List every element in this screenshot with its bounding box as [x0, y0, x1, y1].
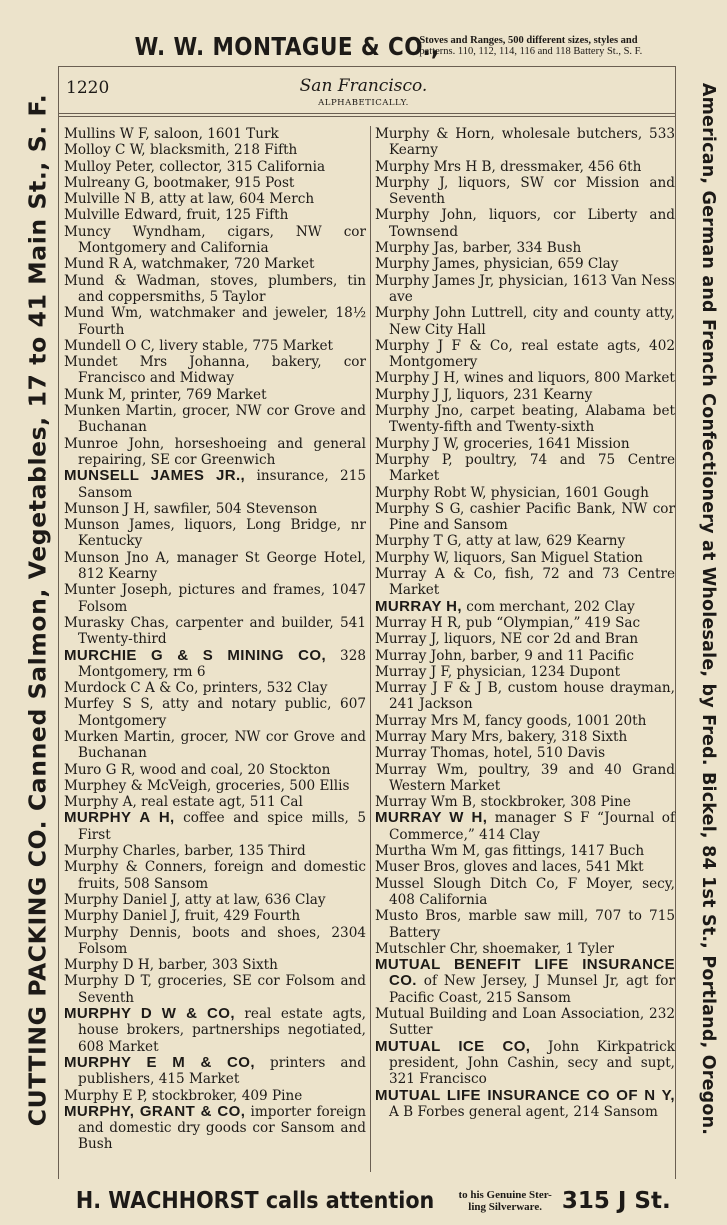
directory-entry	[375, 843, 675, 859]
entry-name: Murphy Jno, carpet beating, Alabama bet Twenty-fifth and Twenty-sixth	[375, 403, 675, 436]
directory-entry	[64, 305, 366, 338]
entry-name: Mullins W F, saloon, 1601 Turk	[64, 126, 279, 142]
entry-name: Murphy J F & Co, real estate agts, 402 Montgomery	[375, 337, 675, 371]
footer-ad-middle-line1: to his Genuine Ster-	[458, 1189, 552, 1201]
entry-name: Munson Jno A, manager St George Hotel, 812 Kearny	[64, 549, 366, 583]
entry-name: Murphey & McVeigh, groceries, 500 Ellis	[64, 777, 350, 794]
entry-name: Murray H R, pub “Olympian,” 419 Sac	[375, 614, 641, 631]
left-side-ad-text: CUTTING PACKING CO. Canned Salmon, Vegetables, 17 to 41 Main St., S. F.	[23, 93, 51, 1127]
entry-name: Murken Martin, grocer, NW cor Grove and Buchanan	[64, 728, 366, 762]
footer-ad-right: 315 J St.	[561, 1188, 671, 1214]
directory-entry	[64, 1006, 366, 1055]
directory-entry	[64, 256, 366, 272]
directory-entry	[375, 1006, 675, 1039]
entry-details: 328 Montgomery, rm 6	[78, 647, 366, 680]
directory-entry	[375, 305, 675, 338]
entry-name: Murfey S S, atty and notary public, 607 Montgomery	[64, 696, 366, 729]
entry-name: Munson J H, sawfiler, 504 Stevenson	[64, 500, 318, 517]
directory-entry	[64, 680, 366, 696]
directory-entry	[375, 908, 675, 941]
directory-entry	[64, 925, 366, 958]
directory-entry	[375, 762, 675, 795]
entry-name: MUNSELL JAMES JR.,	[64, 467, 246, 485]
entry-name: Murray Mrs M, fancy goods, 1001 20th	[375, 712, 647, 729]
entry-name: MUTUAL LIFE INSURANCE CO OF N Y,	[375, 1086, 675, 1104]
entry-details: com merchant, 202 Clay	[461, 598, 635, 615]
entry-name: Murasky Chas, carpenter and builder, 541 Twenty-third	[64, 614, 366, 648]
directory-entry	[375, 126, 675, 159]
directory-entry	[64, 648, 366, 681]
entry-name: MURCHIE G & S MINING CO,	[64, 646, 327, 664]
directory-entry	[64, 338, 366, 354]
right-side-advertisement	[693, 78, 723, 1140]
directory-entry	[64, 354, 366, 387]
entry-name: Mulloy Peter, collector, 315 California	[64, 158, 326, 175]
entry-name: MURRAY W H,	[375, 809, 488, 827]
directory-entry	[64, 517, 366, 550]
entry-name: MURPHY E M & CO,	[64, 1053, 255, 1071]
directory-entry	[375, 664, 675, 680]
entry-name: Murphy & Conners, foreign and domestic fruits, 508 Sansom	[64, 859, 366, 892]
entry-name: Mundet Mrs Johanna, bakery, cor Francisco and Midway	[64, 354, 366, 387]
entry-name: Murphy Mrs H B, dressmaker, 456 6th	[375, 158, 642, 175]
entry-name: Murphy John, liquors, cor Liberty and Townsend	[375, 207, 675, 240]
directory-entry	[375, 566, 675, 599]
entry-details: John Kirkpatrick president, John Cashin, secy and supt, 321 Francisco	[389, 1038, 675, 1088]
footer-advertisement	[0, 1180, 727, 1222]
directory-entry	[64, 1055, 366, 1088]
entry-name: Mulville N B, atty at law, 604 Merch	[64, 191, 315, 208]
entry-name: Munter Joseph, pictures and frames, 1047 Folsom	[64, 582, 366, 615]
entry-name: Murphy Charles, barber, 135 Third	[64, 843, 306, 860]
entry-name: Murray J F & J B, custom house drayman, 241 Jackson	[375, 680, 675, 713]
entry-name: Murdock C A & Co, printers, 532 Clay	[64, 680, 328, 697]
directory-entry	[64, 957, 366, 973]
entry-name: Murphy J W, groceries, 1641 Mission	[375, 435, 630, 452]
entry-name: Murphy D T, groceries, SE cor Folsom and Seventh	[64, 973, 366, 1006]
header-ad-tagline-line1: Stoves and Ranges, 500 different sizes, styles and	[419, 35, 638, 46]
directory-entry	[375, 876, 675, 909]
entry-name: Mundell O C, livery stable, 775 Market	[64, 337, 333, 354]
entry-name: MURPHY, GRANT & CO,	[64, 1102, 246, 1120]
directory-entry	[64, 550, 366, 583]
left-column-listings	[64, 126, 366, 1153]
entry-name: MUTUAL BENEFIT LIFE INSURANCE CO.	[375, 956, 675, 990]
right-column-listings	[375, 126, 675, 1120]
entry-details: printers and publishers, 415 Market	[78, 1054, 366, 1088]
directory-entry	[64, 1088, 366, 1104]
directory-entry	[64, 207, 366, 223]
directory-entry	[375, 403, 675, 436]
entry-name: Murphy A, real estate agt, 511 Cal	[64, 794, 303, 811]
directory-entry	[64, 794, 366, 810]
directory-entry	[375, 387, 675, 403]
directory-entry	[375, 273, 675, 306]
directory-entry	[64, 696, 366, 729]
directory-entry	[64, 582, 366, 615]
entry-name: Murphy Robt W, physician, 1601 Gough	[375, 484, 649, 501]
entry-name: MURPHY D W & CO,	[64, 1005, 235, 1023]
entry-name: Mund & Wadman, stoves, plumbers, tin and coppersmiths, 5 Taylor	[64, 272, 366, 305]
entry-details: real estate agts, house brokers, partnerships negotiated, 608 Market	[78, 1006, 367, 1055]
entry-name: Murphy Daniel J, fruit, 429 Fourth	[64, 908, 301, 925]
entry-name: Murphy J, liquors, SW cor Mission and Seventh	[375, 174, 675, 208]
entry-name: Murray Wm, poultry, 39 and 40 Grand Western Market	[375, 761, 675, 794]
entry-name: Murphy T G, atty at law, 629 Kearny	[375, 533, 626, 550]
directory-entry	[375, 745, 675, 761]
entry-name: Munk M, printer, 769 Market	[64, 386, 267, 403]
directory-entry	[375, 533, 675, 549]
directory-entry	[375, 175, 675, 208]
entry-name: Murray A & Co, fish, 72 and 73 Centre Market	[375, 566, 675, 599]
directory-entry	[375, 338, 675, 371]
directory-entry	[64, 436, 366, 469]
directory-entry	[375, 648, 675, 664]
entry-name: Murphy James Jr, physician, 1613 Van Ness ave	[375, 272, 675, 305]
page-subtitle: ALPHABETICALLY.	[318, 98, 409, 108]
entry-name: Murphy James, physician, 659 Clay	[375, 256, 619, 273]
entry-name: Murphy D H, barber, 303 Sixth	[64, 957, 278, 974]
page-number: 1220	[66, 78, 110, 98]
entry-name: Murphy J H, wines and liquors, 800 Market	[375, 370, 675, 387]
directory-entry	[375, 159, 675, 175]
directory-entry	[375, 436, 675, 452]
page-city-heading: San Francisco.	[299, 76, 428, 96]
header-ad-tagline-line2: patterns. 110, 112, 114, 116 and 118 Battery St., S. F.	[419, 46, 643, 57]
column-divider	[370, 126, 371, 1172]
entry-name: Mund Wm, watchmaker and jeweler, 18½ Fourth	[64, 305, 366, 338]
entry-details: A B Forbes general agent, 214 Sansom	[389, 1103, 658, 1120]
directory-entry	[375, 957, 675, 1006]
header-ad-tagline	[419, 35, 642, 57]
entry-name: Murphy Daniel J, atty at law, 636 Clay	[64, 891, 326, 908]
directory-entry	[375, 1088, 675, 1121]
directory-entry	[64, 191, 366, 207]
entry-name: Muro G R, wood and coal, 20 Stockton	[64, 761, 331, 778]
entry-name: Musto Bros, marble saw mill, 707 to 715 Battery	[375, 908, 675, 941]
entry-name: Mutual Building and Loan Association, 232 Sutter	[375, 1006, 675, 1039]
entry-name: Murphy S G, cashier Pacific Bank, NW cor Pine and Sansom	[375, 500, 675, 534]
directory-entry	[64, 224, 366, 257]
entry-name: Munroe John, horseshoeing and general repairing, SE cor Greenwich	[64, 435, 366, 468]
header-ad-name: W. W. MONTAGUE & CO.,	[134, 31, 440, 61]
directory-entry	[64, 843, 366, 859]
entry-name: Murphy W, liquors, San Miguel Station	[375, 549, 643, 566]
entry-name: Muser Bros, gloves and laces, 541 Mkt	[375, 859, 644, 876]
directory-entry	[375, 550, 675, 566]
entry-details: of New Jersey, J Munsel Jr, agt for Pacific Coast, 215 Sansom	[389, 973, 675, 1006]
entry-name: Murray Mary Mrs, bakery, 318 Sixth	[375, 728, 628, 745]
directory-entry	[64, 273, 366, 306]
entry-name: Mussel Slough Ditch Co, F Moyer, secy, 408 California	[375, 875, 675, 908]
entry-name: Molloy C W, blacksmith, 218 Fifth	[64, 142, 298, 159]
entry-name: MURRAY H,	[375, 597, 462, 615]
entry-name: Murray Wm B, stockbroker, 308 Pine	[375, 794, 631, 811]
entry-details: importer foreign and domestic dry goods cor Sansom and Bush	[78, 1103, 367, 1153]
footer-ad-left: H. WACHHORST calls attention	[76, 1188, 435, 1214]
entry-details: manager S F “Journal of Commerce,” 414 Clay	[389, 810, 675, 843]
directory-entry	[64, 908, 366, 924]
directory-entry	[64, 403, 366, 436]
directory-entry	[375, 207, 675, 240]
entry-name: Mund R A, watchmaker, 720 Market	[64, 256, 315, 273]
directory-entry	[64, 615, 366, 648]
directory-entry	[375, 941, 675, 957]
footer-ad-middle	[458, 1189, 551, 1213]
entry-name: Mulville Edward, fruit, 125 Fifth	[64, 207, 289, 224]
directory-entry	[375, 810, 675, 843]
directory-entry	[64, 175, 366, 191]
directory-entry	[64, 892, 366, 908]
directory-entry	[375, 729, 675, 745]
entry-name: Murtha Wm M, gas fittings, 1417 Buch	[375, 843, 645, 860]
entry-name: Murphy J J, liquors, 231 Kearny	[375, 386, 593, 403]
entry-name: Muncy Wyndham, cigars, NW cor Montgomery and California	[64, 223, 366, 257]
directory-entry	[375, 452, 675, 485]
directory-entry	[375, 240, 675, 256]
directory-entry	[375, 713, 675, 729]
directory-entry	[64, 973, 366, 1006]
entry-name: Murray J, liquors, NE cor 2d and Bran	[375, 631, 639, 648]
left-side-advertisement	[20, 70, 54, 1150]
header-rule	[58, 113, 675, 117]
entry-name: Mutschler Chr, shoemaker, 1 Tyler	[375, 940, 614, 957]
directory-entry	[375, 599, 675, 615]
entry-name: MUTUAL ICE CO,	[375, 1037, 531, 1055]
directory-entry	[64, 142, 366, 158]
footer-ad-middle-line2: ling Silverware.	[468, 1201, 542, 1213]
directory-entry	[64, 468, 366, 501]
entry-details: insurance, 215 Sansom	[78, 468, 366, 501]
directory-entry	[64, 159, 366, 175]
right-side-ad-text: American, German and French Confectionery at Wholesale, by Fred. Bickel, 84 1st St., Portland, Oregon.	[698, 82, 718, 1136]
directory-entry	[64, 387, 366, 403]
directory-entry	[375, 370, 675, 386]
entry-name: Murphy Jas, barber, 334 Bush	[375, 240, 582, 257]
entry-name: Munson James, liquors, Long Bridge, nr Kentucky	[64, 517, 366, 550]
directory-entry	[375, 501, 675, 534]
directory-entry	[375, 485, 675, 501]
directory-entry	[64, 1104, 366, 1153]
directory-entry	[64, 501, 366, 517]
entry-name: Murphy Dennis, boots and shoes, 2304 Folsom	[64, 924, 366, 957]
entry-name: Mulreany G, bootmaker, 915 Post	[64, 174, 295, 191]
entry-name: Murphy John Luttrell, city and county atty, New City Hall	[375, 305, 675, 338]
entry-name: Murphy P, poultry, 74 and 75 Centre Market	[375, 451, 675, 485]
entry-name: Murray J F, physician, 1234 Dupont	[375, 663, 621, 680]
directory-entry	[64, 778, 366, 794]
directory-entry	[375, 256, 675, 272]
entry-name: MURPHY A H,	[64, 809, 175, 827]
entry-name: Munken Martin, grocer, NW cor Grove and Buchanan	[64, 403, 366, 436]
directory-entry	[64, 729, 366, 762]
directory-entry	[375, 680, 675, 713]
directory-entry	[375, 794, 675, 810]
directory-entry	[375, 859, 675, 875]
entry-name: Murphy E P, stockbroker, 409 Pine	[64, 1087, 303, 1104]
directory-entry	[375, 1039, 675, 1088]
directory-entry	[375, 631, 675, 647]
directory-entry	[64, 810, 366, 843]
directory-entry	[64, 126, 366, 142]
entry-name: Murray John, barber, 9 and 11 Pacific	[375, 647, 635, 664]
entry-details: coffee and spice mills, 5 First	[78, 810, 366, 843]
entry-name: Murray Thomas, hotel, 510 Davis	[375, 745, 606, 762]
directory-entry	[64, 859, 366, 892]
directory-entry	[375, 615, 675, 631]
entry-name: Murphy & Horn, wholesale butchers, 533 Kearny	[375, 126, 675, 159]
header-advertisement	[0, 28, 727, 64]
directory-entry	[64, 762, 366, 778]
